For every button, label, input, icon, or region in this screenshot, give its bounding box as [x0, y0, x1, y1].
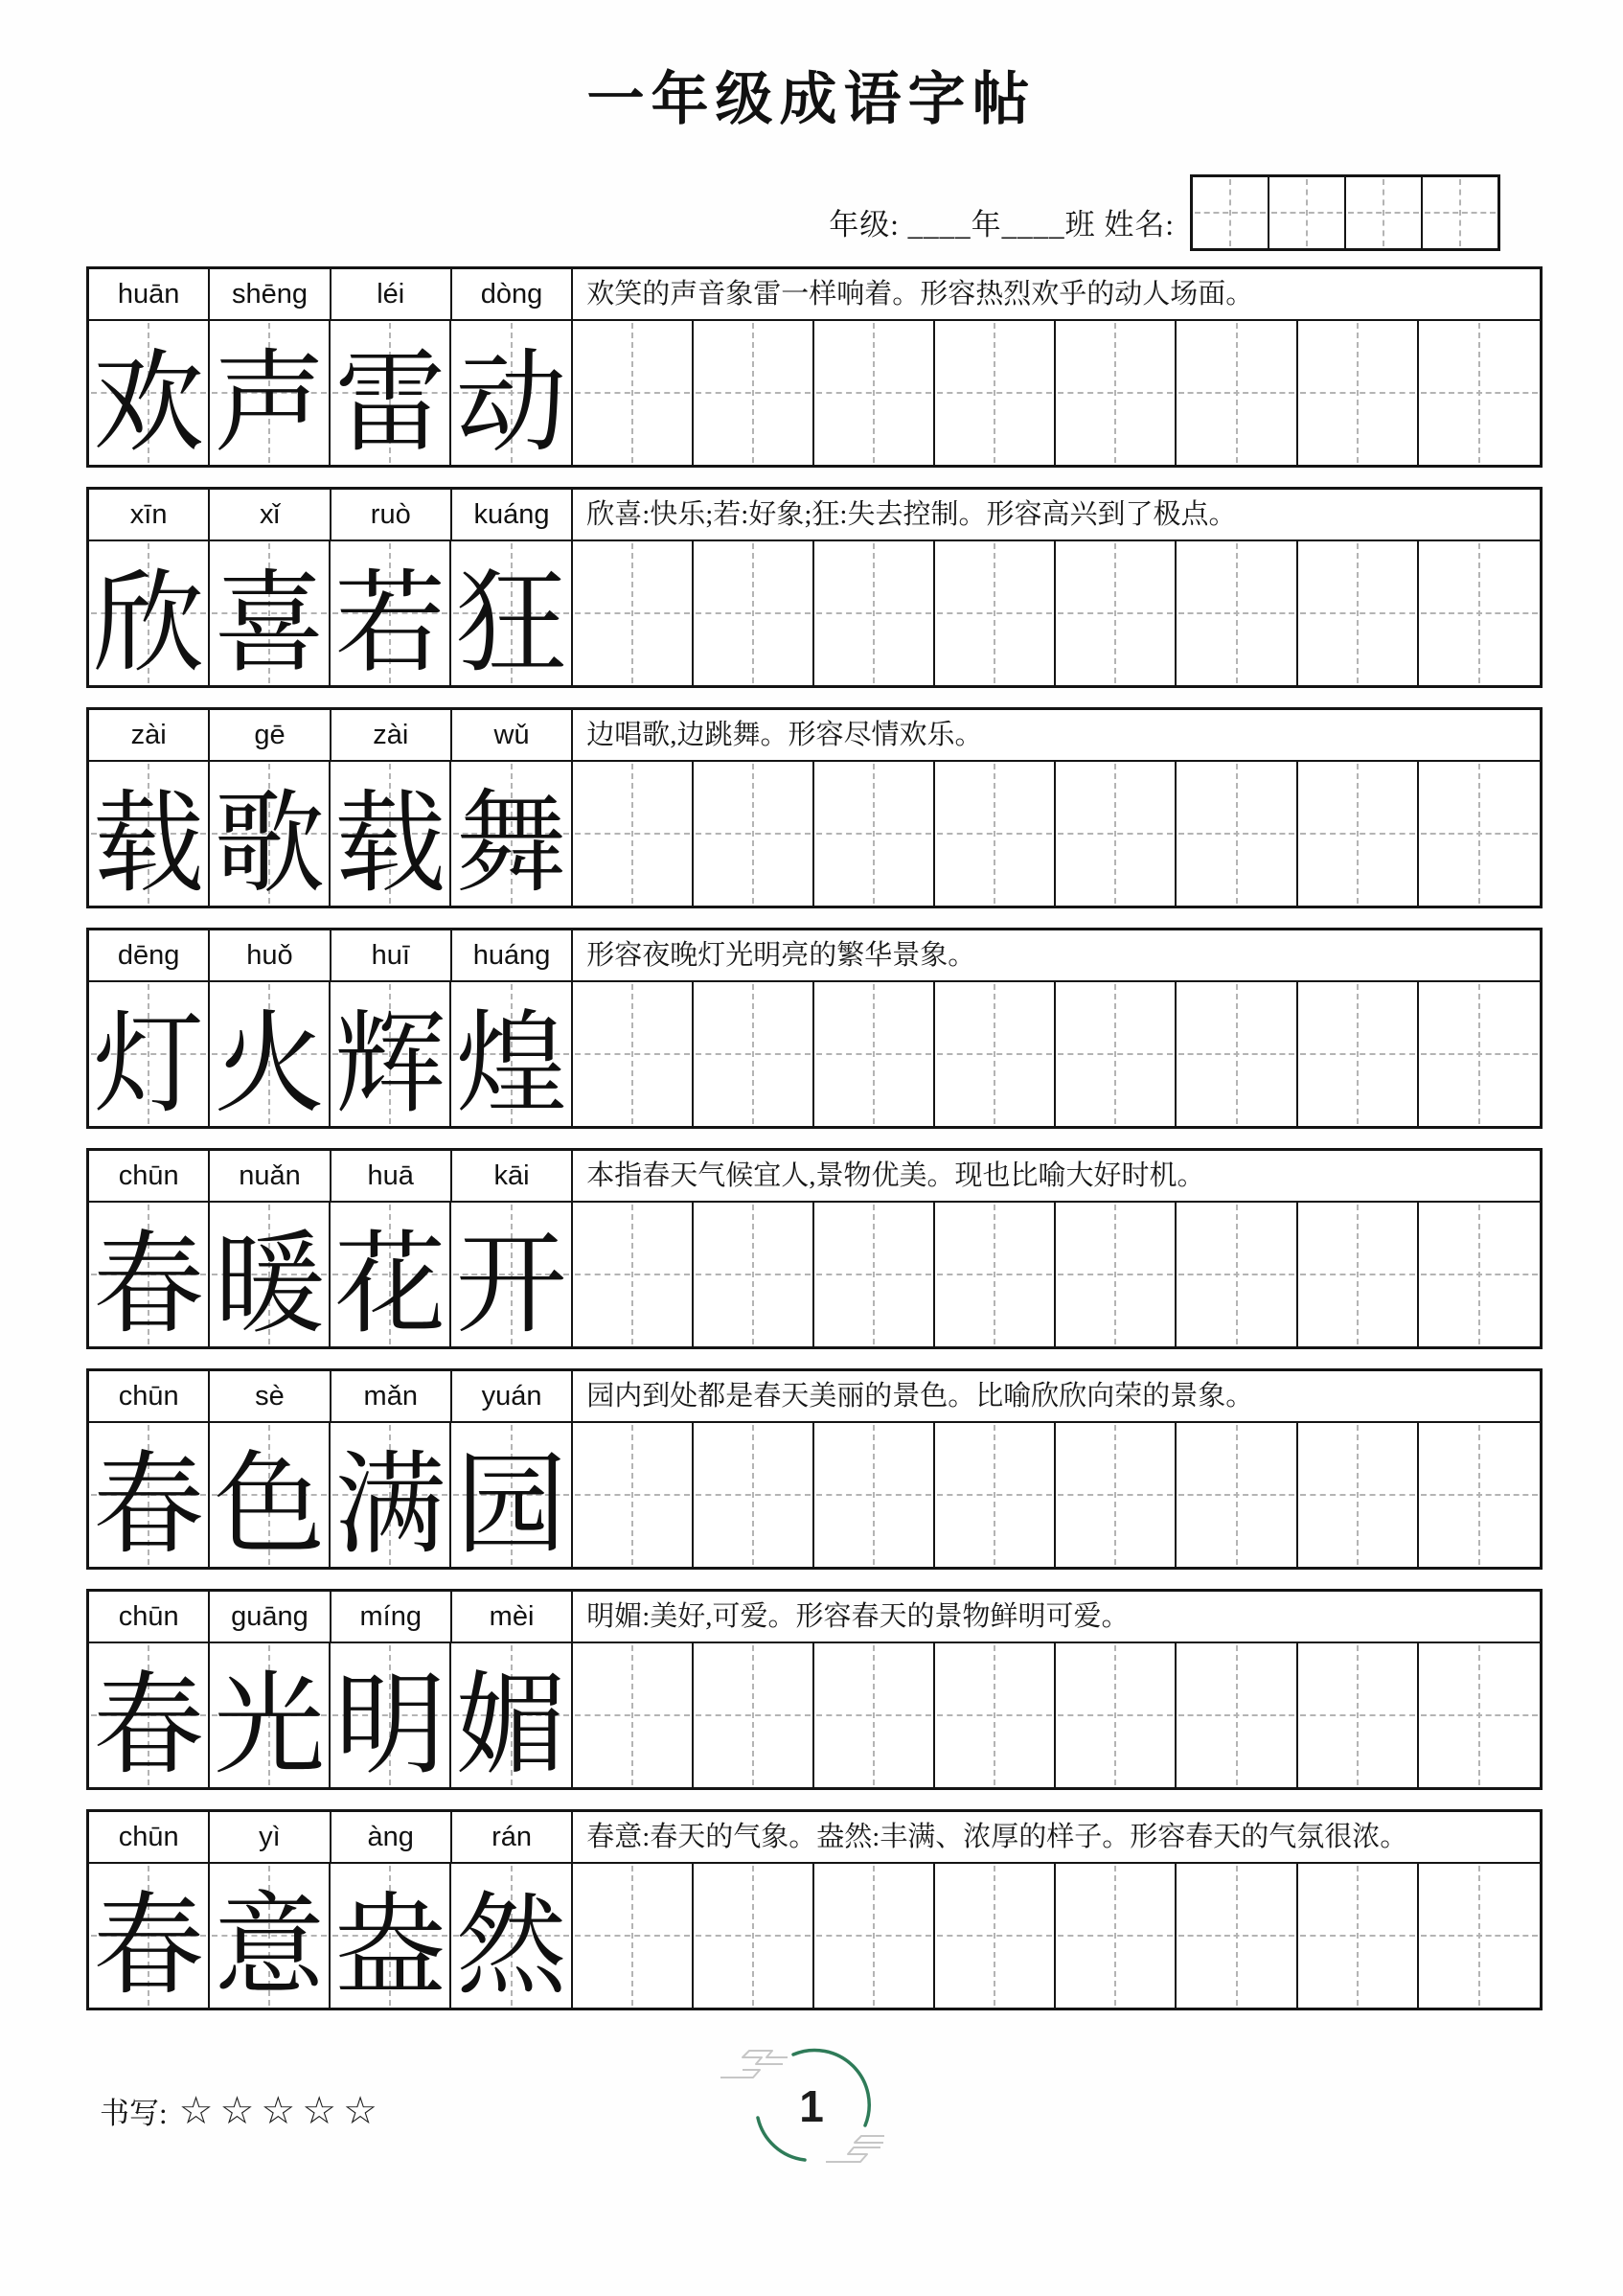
pinyin-cell: mǎn — [331, 1371, 452, 1421]
pinyin-cell: yì — [210, 1812, 331, 1862]
page-title: 一年级成语字帖 — [586, 68, 1037, 131]
practice-cell[interactable] — [814, 321, 935, 465]
character-cell — [331, 1643, 451, 1787]
character-cell — [331, 321, 451, 465]
practice-cell[interactable] — [1177, 762, 1297, 906]
character-cell — [451, 541, 572, 685]
pinyin-cell: sè — [210, 1371, 331, 1421]
practice-cell[interactable] — [1056, 1643, 1177, 1787]
explanation-cell: 春意:春天的气象。盎然:丰满、浓厚的样子。形容春天的气氛很浓。 — [586, 1821, 1408, 1852]
practice-cell[interactable] — [573, 1864, 694, 2008]
idiom-block — [86, 1589, 1543, 1790]
practice-cell[interactable] — [935, 541, 1056, 685]
page-number-ornament — [682, 1999, 941, 2214]
model-character: 灯 — [93, 1003, 205, 1127]
pinyin-cell: guāng — [210, 1592, 331, 1642]
explanation-cell: 本指春天气候宜人,景物优美。现也比喻大好时机。 — [586, 1159, 1205, 1191]
character-cell — [89, 1203, 210, 1346]
pinyin-cell: xǐ — [210, 490, 331, 540]
practice-cell[interactable] — [573, 762, 694, 906]
model-character: 意 — [214, 1885, 326, 2009]
model-character: 春 — [93, 1665, 205, 1788]
model-character: 媚 — [455, 1665, 567, 1788]
pinyin-cell: chūn — [89, 1151, 210, 1201]
practice-cell[interactable] — [1298, 982, 1419, 1126]
pinyin-cell: nuǎn — [210, 1151, 331, 1201]
character-cell — [89, 1423, 210, 1567]
practice-cell[interactable] — [935, 1864, 1056, 2008]
model-character: 盎 — [334, 1885, 446, 2009]
practice-cell[interactable] — [935, 1203, 1056, 1346]
practice-cell[interactable] — [694, 1643, 814, 1787]
character-cell — [451, 762, 572, 906]
pinyin-cell: gē — [210, 710, 331, 760]
explanation-cell: 欣喜:快乐;若:好象;狂:失去控制。形容高兴到了极点。 — [586, 498, 1237, 530]
model-character: 煌 — [455, 1003, 567, 1127]
practice-cell[interactable] — [935, 1643, 1056, 1787]
character-cell — [210, 1203, 331, 1346]
model-character: 声 — [214, 342, 326, 466]
pinyin-cell: ruò — [331, 490, 452, 540]
character-row — [89, 1203, 1540, 1346]
idiom-table — [86, 266, 1543, 2010]
practice-cell[interactable] — [1419, 541, 1540, 685]
model-character: 春 — [93, 1444, 205, 1568]
practice-cell[interactable] — [1177, 1203, 1297, 1346]
character-cell — [331, 1423, 451, 1567]
idiom-block — [86, 928, 1543, 1129]
pinyin-cell: rán — [452, 1812, 573, 1862]
idiom-block — [86, 1148, 1543, 1349]
practice-cell[interactable] — [573, 321, 694, 465]
practice-cell[interactable] — [694, 1423, 814, 1567]
character-cell — [89, 541, 210, 685]
practice-cell[interactable] — [1056, 321, 1177, 465]
explanation-cell: 园内到处都是春天美丽的景色。比喻欣欣向荣的景象。 — [586, 1380, 1254, 1412]
character-row — [89, 321, 1540, 465]
pinyin-cell: chūn — [89, 1592, 210, 1642]
model-character: 满 — [334, 1444, 446, 1568]
character-cell — [210, 541, 331, 685]
pinyin-cell: chūn — [89, 1371, 210, 1421]
practice-cell[interactable] — [573, 541, 694, 685]
model-character: 动 — [455, 342, 567, 466]
model-character: 春 — [93, 1885, 205, 2009]
practice-cell[interactable] — [1056, 1423, 1177, 1567]
practice-cell[interactable] — [814, 541, 935, 685]
practice-cell[interactable] — [573, 982, 694, 1126]
practice-cell[interactable] — [935, 321, 1056, 465]
character-cell — [210, 982, 331, 1126]
pinyin-cell: chūn — [89, 1812, 210, 1862]
idiom-block — [86, 707, 1543, 908]
character-cell — [331, 982, 451, 1126]
character-cell — [89, 1864, 210, 2008]
pinyin-cell: wǔ — [452, 710, 573, 760]
page-number: 1 — [799, 2081, 824, 2131]
explanation-cell: 形容夜晚灯光明亮的繁华景象。 — [586, 939, 976, 971]
character-cell — [210, 762, 331, 906]
explanation-cell: 明媚:美好,可爱。形容春天的景物鲜明可爱。 — [586, 1600, 1130, 1632]
writing-score — [100, 2089, 384, 2132]
explanation-cell: 边唱歌,边跳舞。形容尽情欢乐。 — [586, 719, 983, 750]
practice-cell[interactable] — [1056, 1203, 1177, 1346]
character-cell — [210, 1643, 331, 1787]
pinyin-cell: dēng — [89, 930, 210, 980]
practice-cell[interactable] — [1056, 762, 1177, 906]
grade-class-name-labels: 年级: ____年____班 姓名: — [829, 208, 1175, 241]
character-cell — [210, 321, 331, 465]
pinyin-cell: léi — [331, 269, 452, 319]
character-row — [89, 1643, 1540, 1787]
model-character: 载 — [93, 783, 205, 907]
character-cell — [331, 1203, 451, 1346]
practice-cell[interactable] — [1177, 321, 1297, 465]
model-character: 歌 — [214, 783, 326, 907]
practice-cell[interactable] — [1419, 982, 1540, 1126]
character-cell — [451, 1643, 572, 1787]
character-cell — [210, 1864, 331, 2008]
name-grid-cell[interactable] — [1269, 177, 1346, 248]
practice-cell[interactable] — [814, 982, 935, 1126]
model-character: 欣 — [93, 563, 205, 686]
practice-cell[interactable] — [694, 982, 814, 1126]
pinyin-cell: dòng — [452, 269, 573, 319]
model-character: 辉 — [334, 1003, 446, 1127]
model-character: 园 — [455, 1444, 567, 1568]
pinyin-cell: zài — [331, 710, 452, 760]
practice-cell[interactable] — [1298, 321, 1419, 465]
practice-cell[interactable] — [1419, 1643, 1540, 1787]
pinyin-cell: huā — [331, 1151, 452, 1201]
pinyin-cell: míng — [331, 1592, 452, 1642]
practice-cell[interactable] — [1298, 1423, 1419, 1567]
model-character: 喜 — [214, 563, 326, 686]
model-character: 开 — [455, 1224, 567, 1347]
model-character: 火 — [214, 1003, 326, 1127]
pinyin-cell: huǒ — [210, 930, 331, 980]
practice-cell[interactable] — [1419, 321, 1540, 465]
pinyin-cell: shēng — [210, 269, 331, 319]
idiom-block — [86, 266, 1543, 468]
practice-cell[interactable] — [1419, 1203, 1540, 1346]
character-cell — [89, 321, 210, 465]
practice-cell[interactable] — [1298, 1203, 1419, 1346]
character-cell — [451, 982, 572, 1126]
practice-cell[interactable] — [1056, 541, 1177, 685]
practice-cell[interactable] — [1177, 1643, 1297, 1787]
model-character: 欢 — [93, 342, 205, 466]
model-character: 舞 — [455, 783, 567, 907]
practice-cell[interactable] — [1298, 541, 1419, 685]
practice-cell[interactable] — [1177, 541, 1297, 685]
practice-cell[interactable] — [1177, 982, 1297, 1126]
practice-cell[interactable] — [1419, 1423, 1540, 1567]
character-row — [89, 762, 1540, 906]
character-row — [89, 982, 1540, 1126]
character-cell — [89, 982, 210, 1126]
pinyin-cell: huī — [331, 930, 452, 980]
pinyin-cell: yuán — [452, 1371, 573, 1421]
model-character: 色 — [214, 1444, 326, 1568]
practice-cell[interactable] — [694, 541, 814, 685]
model-character: 暖 — [214, 1224, 326, 1347]
model-character: 若 — [334, 563, 446, 686]
practice-cell[interactable] — [694, 762, 814, 906]
practice-cell[interactable] — [694, 1203, 814, 1346]
practice-cell[interactable] — [814, 1864, 935, 2008]
model-character: 明 — [334, 1665, 446, 1788]
model-character: 春 — [93, 1224, 205, 1347]
practice-cell[interactable] — [573, 1203, 694, 1346]
model-character: 狂 — [455, 563, 567, 686]
model-character: 花 — [334, 1224, 446, 1347]
character-row — [89, 1864, 1540, 2008]
practice-cell[interactable] — [814, 1203, 935, 1346]
writing-label: 书写: — [100, 2097, 168, 2130]
name-grid-cell[interactable] — [1423, 177, 1497, 248]
model-character: 然 — [455, 1885, 567, 2009]
practice-cell[interactable] — [1298, 762, 1419, 906]
character-cell — [451, 1864, 572, 2008]
pinyin-cell: huáng — [452, 930, 573, 980]
practice-cell[interactable] — [814, 762, 935, 906]
practice-cell[interactable] — [573, 1643, 694, 1787]
character-row — [89, 541, 1540, 685]
practice-cell[interactable] — [814, 1643, 935, 1787]
practice-cell[interactable] — [1298, 1864, 1419, 2008]
idiom-block — [86, 1809, 1543, 2010]
pinyin-cell: kāi — [452, 1151, 573, 1201]
model-character: 雷 — [334, 342, 446, 466]
character-cell — [331, 541, 451, 685]
name-grid-cell[interactable] — [1193, 177, 1269, 248]
character-cell — [89, 1643, 210, 1787]
practice-cell[interactable] — [694, 1864, 814, 2008]
name-grid — [1190, 174, 1500, 251]
practice-cell[interactable] — [1056, 1864, 1177, 2008]
character-cell — [210, 1423, 331, 1567]
practice-cell[interactable] — [1177, 1423, 1297, 1567]
model-character: 光 — [214, 1665, 326, 1788]
character-cell — [451, 1203, 572, 1346]
practice-cell[interactable] — [694, 321, 814, 465]
name-grid-cell[interactable] — [1346, 177, 1423, 248]
pinyin-cell: mèi — [452, 1592, 573, 1642]
character-row — [89, 1423, 1540, 1567]
practice-cell[interactable] — [935, 982, 1056, 1126]
character-cell — [89, 762, 210, 906]
model-character: 载 — [334, 783, 446, 907]
rating-stars: ☆☆☆☆☆ — [178, 2088, 384, 2132]
practice-cell[interactable] — [814, 1423, 935, 1567]
practice-cell[interactable] — [1177, 1864, 1297, 2008]
practice-cell[interactable] — [1298, 1643, 1419, 1787]
pinyin-cell: zài — [89, 710, 210, 760]
pinyin-cell: àng — [331, 1812, 452, 1862]
pinyin-cell: huān — [89, 269, 210, 319]
pinyin-cell: kuáng — [452, 490, 573, 540]
character-cell — [451, 1423, 572, 1567]
practice-cell[interactable] — [935, 1423, 1056, 1567]
practice-cell[interactable] — [1419, 762, 1540, 906]
character-cell — [331, 1864, 451, 2008]
idiom-block — [86, 487, 1543, 688]
explanation-cell: 欢笑的声音象雷一样响着。形容热烈欢乎的动人场面。 — [586, 278, 1254, 310]
idiom-block — [86, 1368, 1543, 1570]
character-cell — [331, 762, 451, 906]
student-info-line — [0, 174, 1500, 251]
practice-cell[interactable] — [573, 1423, 694, 1567]
practice-cell[interactable] — [1419, 1864, 1540, 2008]
character-cell — [451, 321, 572, 465]
practice-cell[interactable] — [935, 762, 1056, 906]
pinyin-cell: xīn — [89, 490, 210, 540]
practice-cell[interactable] — [1056, 982, 1177, 1126]
